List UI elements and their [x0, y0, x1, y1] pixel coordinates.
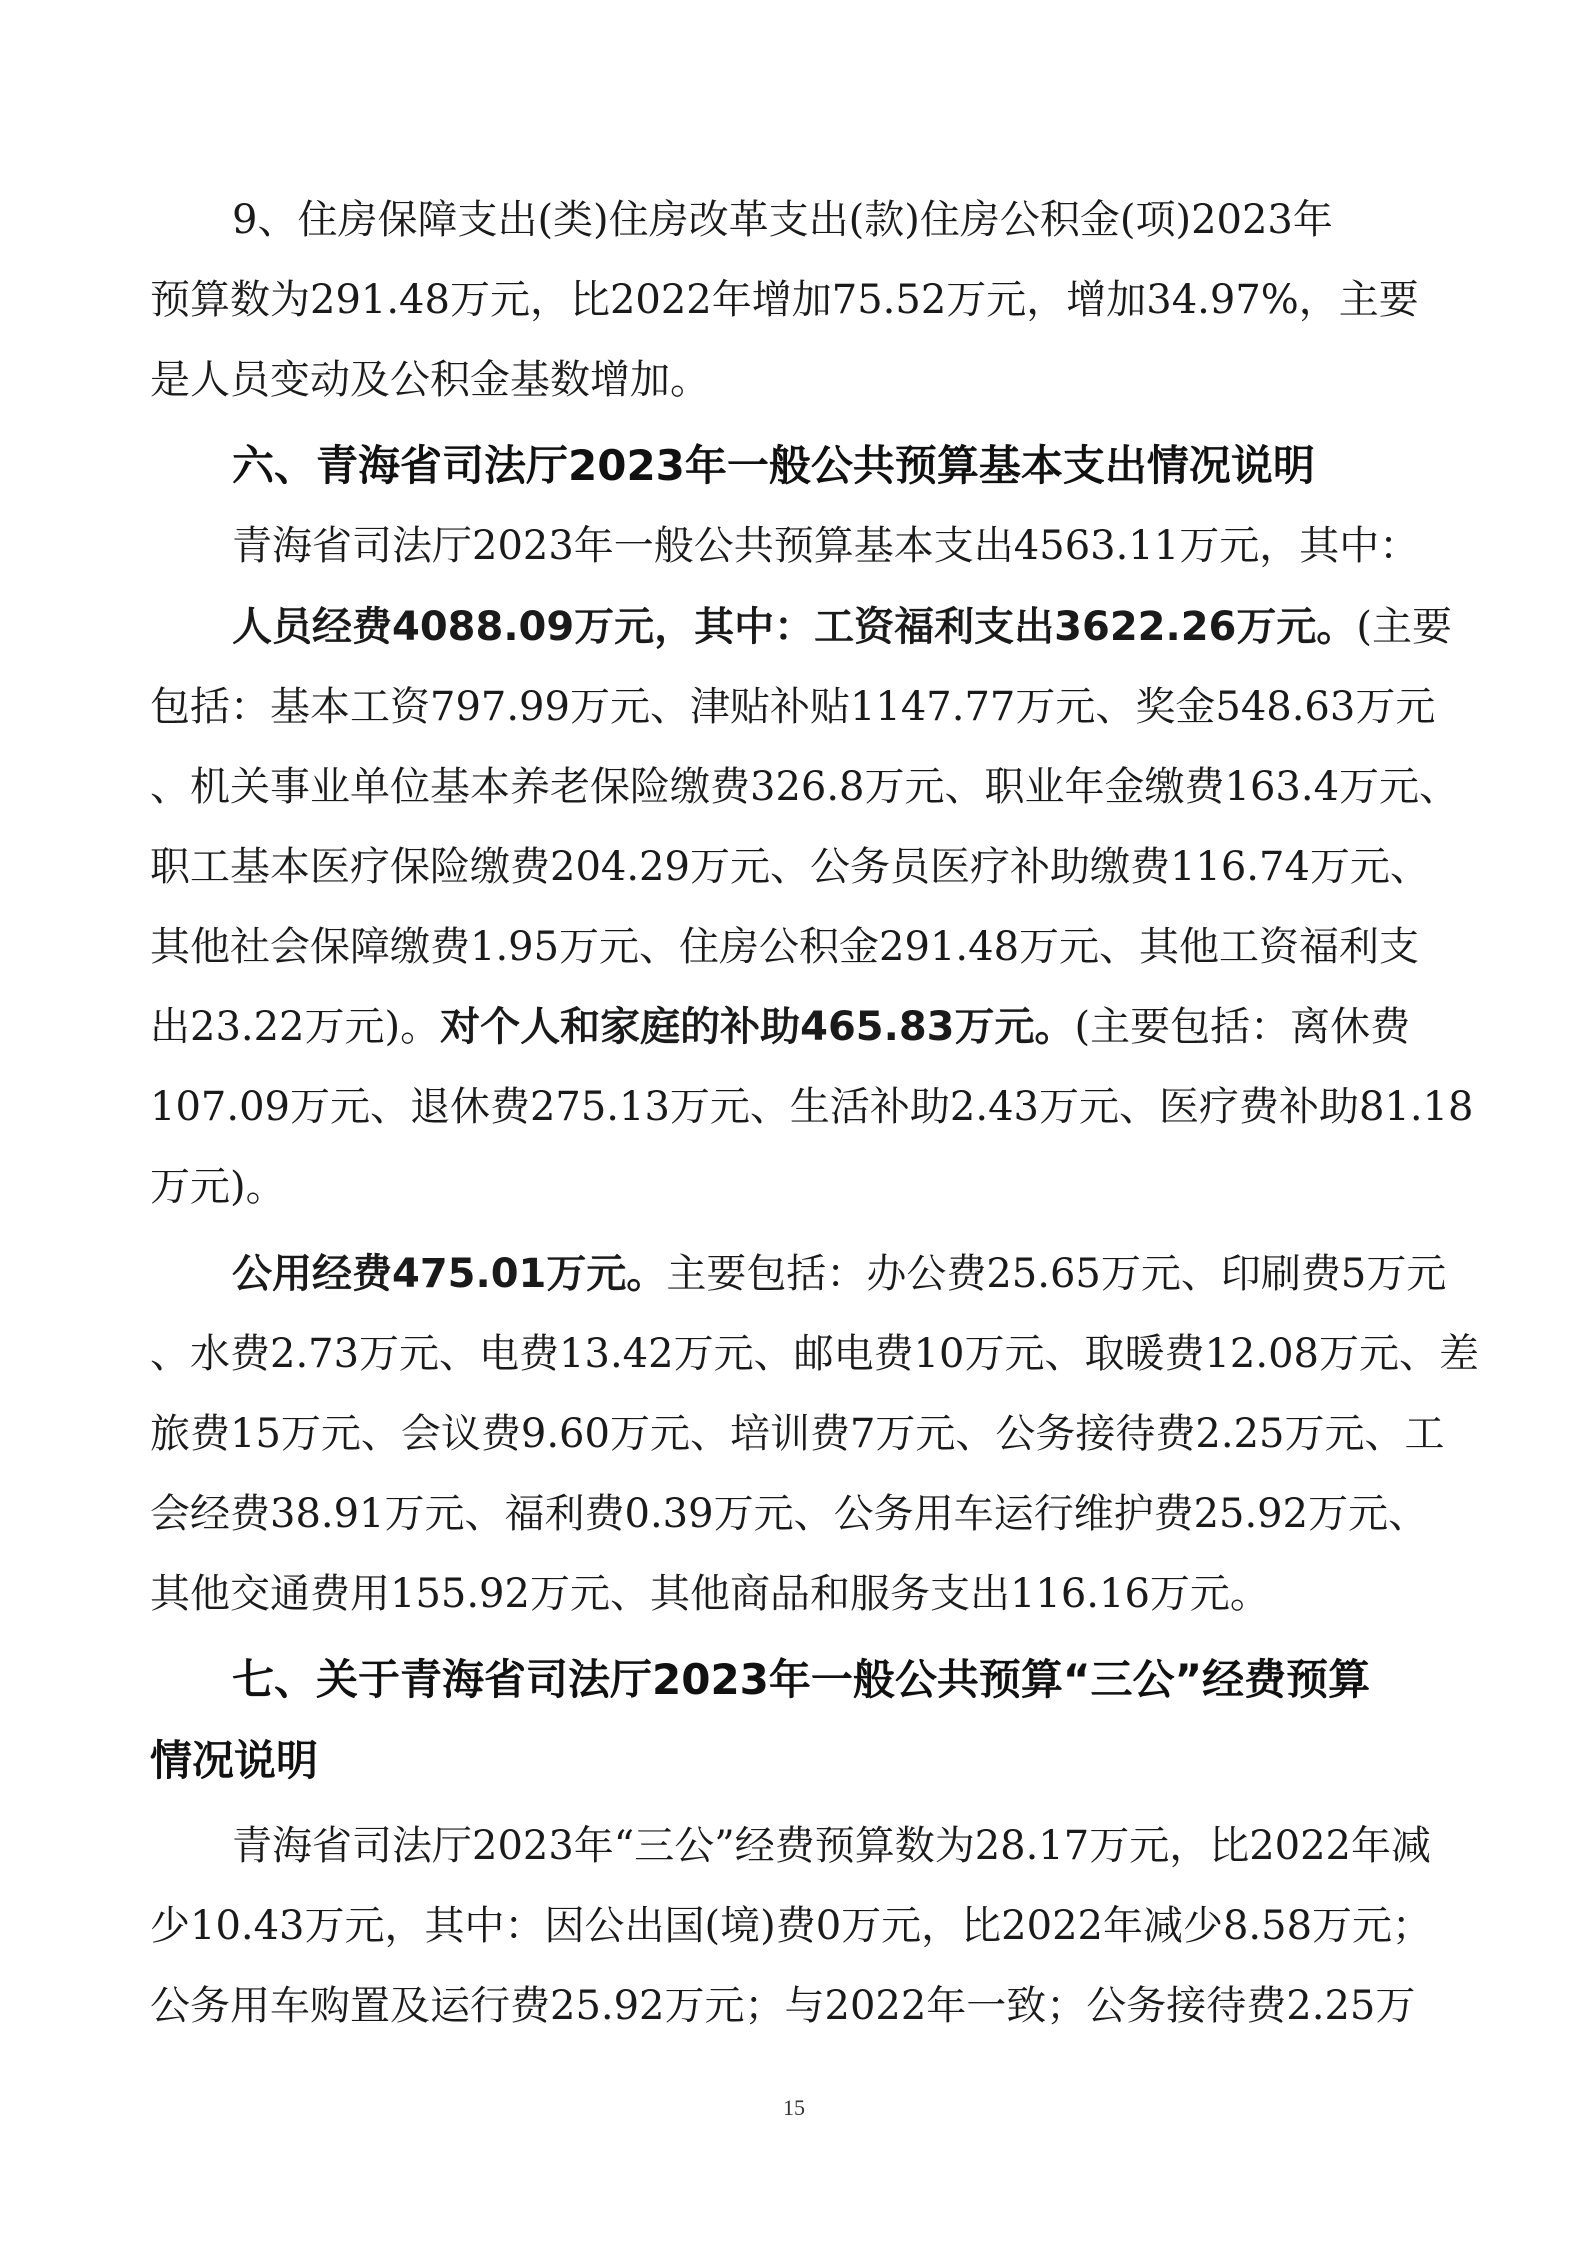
section-heading: 情况说明: [150, 1736, 319, 1785]
paragraph-line: 107.09万元、退休费275.13万元、生活补助2.43万元、医疗费补助81.18: [150, 1084, 1474, 1130]
paragraph-line: 会经费38.91万元、福利费0.39万元、公务用车运行维护费25.92万元、: [150, 1491, 1429, 1537]
bold-text: 公用经费475.01万元。: [232, 1251, 667, 1297]
paragraph-line: 、机关事业单位基本养老保险缴费326.8万元、职业年金缴费163.4万元、: [150, 764, 1460, 810]
paragraph-line: 9、住房保障支出(类)住房改革支出(款)住房公积金(项)2023年: [232, 197, 1333, 243]
bold-text: 人员经费4088.09万元: [232, 604, 655, 650]
text-run: 出23.22万元)。: [150, 1004, 441, 1050]
page-number: 15: [783, 2095, 805, 2120]
paragraph-line: 是人员变动及公积金基数增加。: [150, 357, 710, 403]
paragraph-line: [232, 603, 1452, 651]
section-heading: 六、青海省司法厅2023年一般公共预算基本支出情况说明: [232, 441, 1315, 490]
paragraph-line: 公务用车购置及运行费25.92万元；与2022年一致；公务接待费2.25万: [150, 1983, 1416, 2029]
paragraph-line: 万元)。: [150, 1164, 286, 1210]
paragraph-line: 其他社会保障缴费1.95万元、住房公积金291.48万元、其他工资福利支: [150, 924, 1420, 970]
text-run: 主要包括：办公费25.65万元、印刷费5万元: [666, 1251, 1447, 1297]
paragraph-line: 其他交通费用155.92万元、其他商品和服务支出116.16万元。: [150, 1571, 1270, 1617]
paragraph-line: 少10.43万元，其中：因公出国(境)费0万元，比2022年减少8.58万元；: [150, 1903, 1433, 1949]
section-heading: 七、关于青海省司法厅2023年一般公共预算“三公”经费预算: [232, 1655, 1371, 1704]
paragraph-line: 包括：基本工资797.99万元、津贴补贴1147.77万元、奖金548.63万元: [150, 684, 1436, 730]
paragraph-line: 预算数为291.48万元，比2022年增加75.52万元，增加34.97%，主要: [150, 277, 1419, 323]
text-run: (主要包括：离休费: [1074, 1004, 1411, 1050]
paragraph-line: 青海省司法厅2023年“三公”经费预算数为28.17万元，比2022年减: [232, 1823, 1432, 1869]
text-run: (主要: [1356, 604, 1452, 650]
paragraph-line: 、水费2.73万元、电费13.42万元、邮电费10万元、取暖费12.08万元、差: [150, 1331, 1479, 1377]
paragraph-line: 青海省司法厅2023年一般公共预算基本支出4563.11万元，其中：: [232, 523, 1420, 569]
paragraph-line: [150, 1003, 1410, 1051]
paragraph-line: 职工基本医疗保险缴费204.29万元、公务员医疗补助缴费116.74万元、: [150, 844, 1430, 890]
bold-text: ，其中：工资福利支出3622.26万元。: [654, 604, 1357, 650]
paragraph-line: [232, 1250, 1446, 1298]
paragraph-line: 旅费15万元、会议费9.60万元、培训费7万元、公务接待费2.25万元、工: [150, 1411, 1445, 1457]
bold-text: 对个人和家庭的补助465.83万元。: [440, 1004, 1075, 1050]
